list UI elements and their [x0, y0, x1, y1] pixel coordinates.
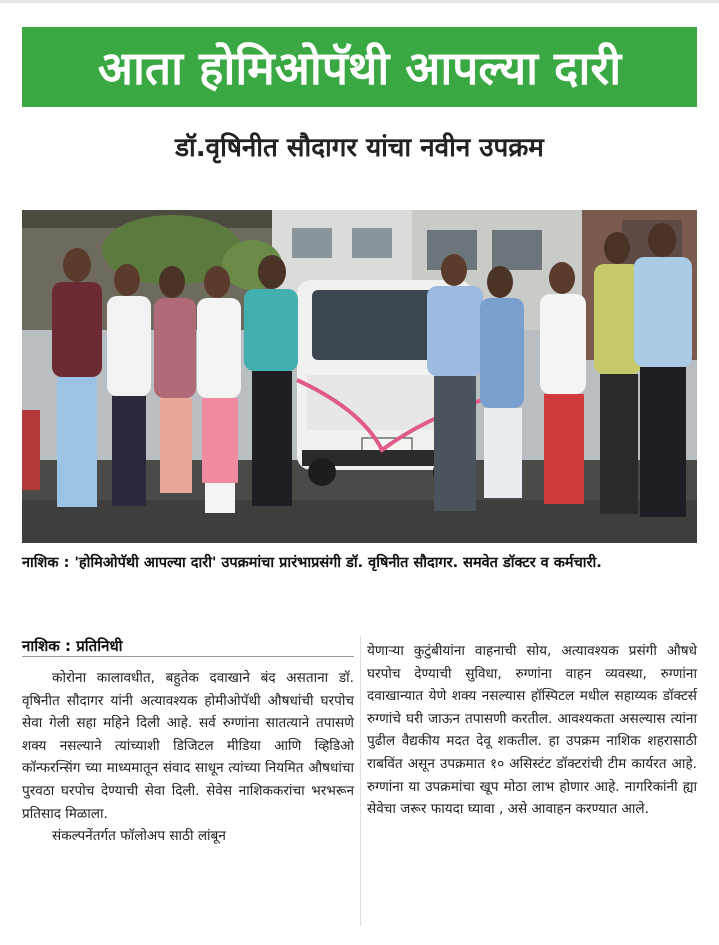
article-column-right [367, 640, 697, 821]
article-paragraph: कोरोना कालावधीत, बहुतेक दवाखाने बंद असताना डॉ. वृषिनीत सौदागर यांनी अत्यावश्यक होमीओपॅथी औषधांची घरपोच सेवा गेली सहा महिने दिली आहे. सर्व रुग्णांना सातत्याने तपासणे शक्य नसल्याने त्यांच्याशी डिजिटल मीडिया आणि व्हिडिओ कॉन्फरन्सिंग च्या माध्यमातून संवाद साधून त्यांच्या नियमित औषधांचा पुरवठा घरपोच देण्याची सेवा दिली. सेवेस नाशिककरांचा भरभरून प्रतिसाद मिळाला. [22, 670, 354, 822]
headline-banner [22, 27, 697, 107]
news-photo [22, 210, 697, 543]
subheadline: डॉ.वृषिनीत सौदागर यांचा नवीन उपक्रम [175, 133, 544, 163]
byline-rule [22, 656, 354, 657]
column-divider [360, 636, 361, 926]
byline: नाशिक : प्रतिनिधी [22, 637, 123, 655]
news-photo-illustration [22, 210, 697, 543]
headline: आता होमिओपॅथी आपल्या दारी [97, 41, 622, 95]
article-paragraph: संकल्पनेंतर्गत फॉलोअप साठी लांबून [52, 828, 226, 845]
top-rule [0, 0, 719, 3]
photo-caption: नाशिक : 'होमिओपॅथी आपल्या दारी' उपक्रमांचा प्रारंभाप्रसंगी डॉ. वृषिनीत सौदागर. समवेत डॉक्टर व कर्मचारी. [22, 555, 602, 571]
article-column-left [22, 667, 354, 848]
article-paragraph: येणाऱ्या कुटुंबीयांना वाहनाची सोय, अत्यावश्यक प्रसंगी औषधे घरपोच देण्याची सुविधा, रुग्णांना वाहन व्यवस्था, रुग्णांना दवाखान्यात येणे शक्य नसल्यास हॉस्पिटल मधील सहाय्यक डॉक्टर्स रुग्णांचे घरी जाऊन तपासणी करतील. आवश्यकता असल्यास त्यांना पुढील वैद्यकीय मदत देवू शकतील. हा उपक्रम नाशिक शहरासाठी राबविंत असून उपक्रमात १० असिस्टंट डॉक्टरांची टीम कार्यरत आहे. रुग्णांना या उपक्रमांचा खूप मोठा लाभ होणार आहे. नागरिकांनी ह्या सेवेचा जरूर फायदा घ्यावा , असे आवाहन करण्यात आले. [367, 643, 697, 818]
